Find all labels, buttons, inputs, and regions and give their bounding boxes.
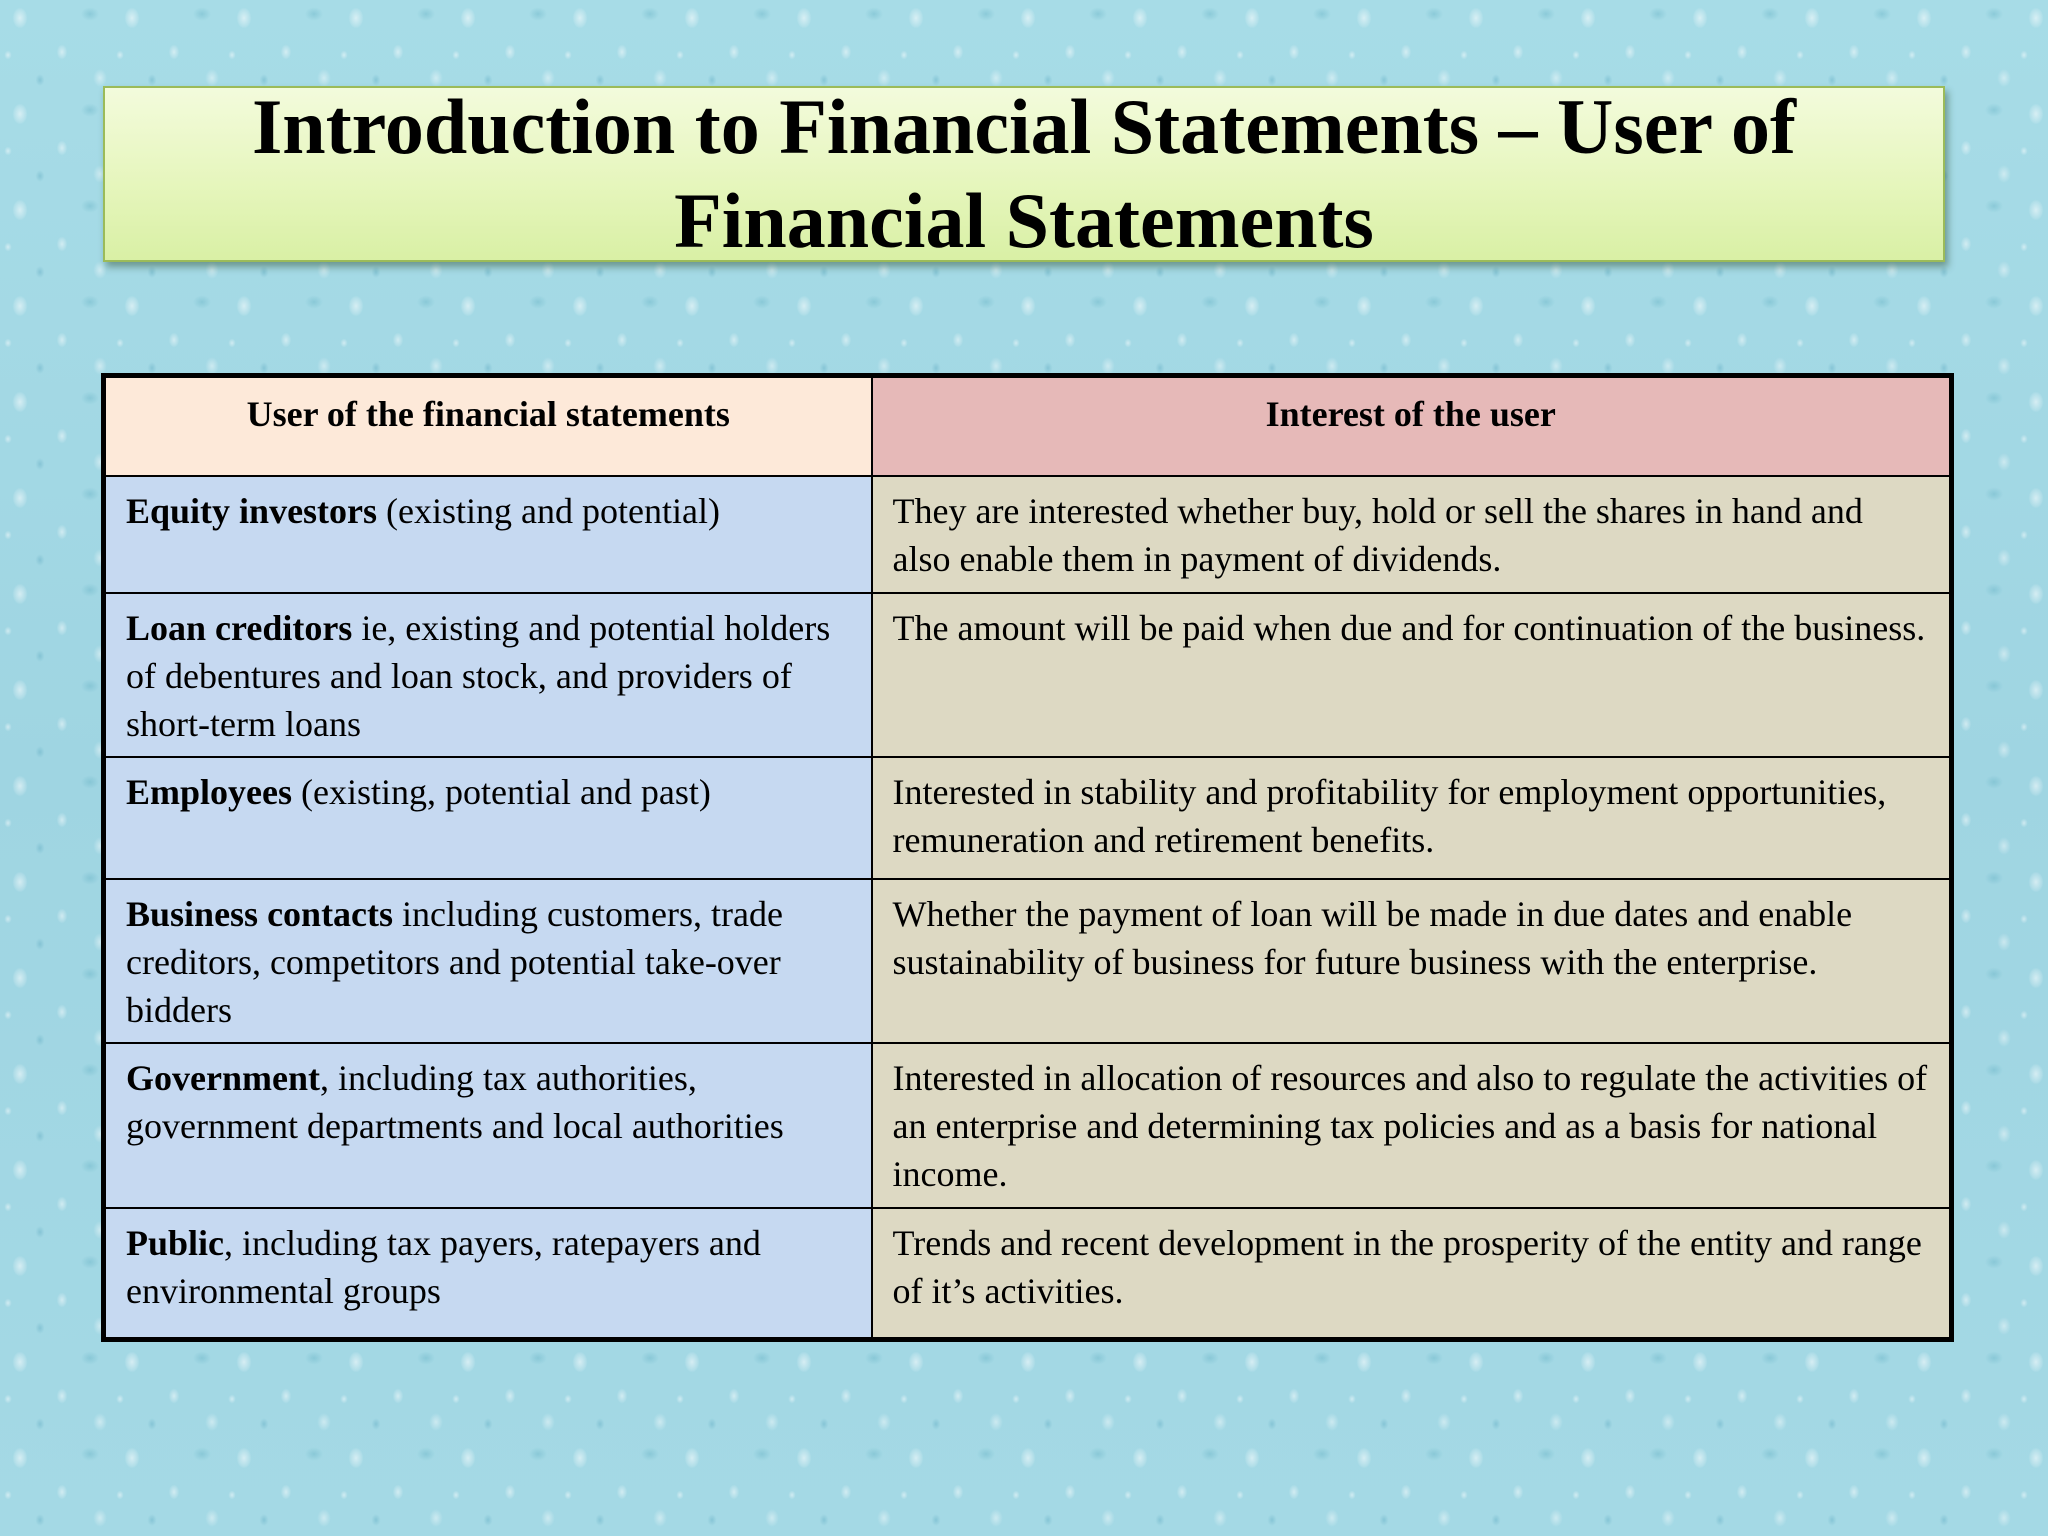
interest-cell: Interested in allocation of resources and also to regulate the activities of an enterprise and determining tax policies and as a basis for national income. [872, 1043, 1952, 1208]
user-detail: (existing, potential and past) [292, 771, 711, 812]
interest-cell: Whether the payment of loan will be made in due dates and enable sustainability of business for future business with the enterprise. [872, 879, 1952, 1043]
interest-cell: The amount will be paid when due and for continuation of the business. [872, 593, 1952, 757]
table-row [104, 476, 1952, 593]
table-header-row [104, 376, 1952, 476]
user-cell [104, 757, 872, 879]
user-name: Public [126, 1222, 225, 1263]
user-cell [104, 593, 872, 757]
interest-cell: Trends and recent development in the prosperity of the entity and range of it’s activities. [872, 1208, 1952, 1340]
interest-cell: They are interested whether buy, hold or sell the shares in hand and also enable them in payment of dividends. [872, 476, 1952, 593]
table-row [104, 757, 1952, 879]
user-detail: , including tax authorities, government departments and local authorities [126, 1057, 784, 1146]
user-cell [104, 1208, 872, 1340]
user-detail: (existing and potential) [377, 490, 720, 531]
table-row [104, 879, 1952, 1043]
table-row [104, 1208, 1952, 1340]
header-user: User of the financial statements [104, 376, 872, 476]
user-name: Equity investors [126, 490, 378, 531]
user-name: Employees [126, 771, 292, 812]
user-detail: , including tax payers, ratepayers and environmental groups [126, 1222, 761, 1311]
user-cell [104, 879, 872, 1043]
table-row [104, 593, 1952, 757]
slide-title-box [103, 83, 1945, 264]
user-detail: including customers, trade creditors, competitors and potential take-over bidders [126, 893, 783, 1030]
user-cell [104, 476, 872, 593]
user-name: Government [126, 1057, 320, 1098]
user-detail: ie, existing and potential holders of debentures and loan stock, and providers of short-term loans [126, 607, 831, 744]
user-cell [104, 1043, 872, 1208]
interest-cell: Interested in stability and profitability for employment opportunities, remuneration and retirement benefits. [872, 757, 1952, 879]
user-name: Loan creditors [126, 607, 353, 648]
users-table [101, 373, 1954, 1342]
header-interest: Interest of the user [872, 376, 1952, 476]
user-name: Business contacts [126, 893, 394, 934]
table-row [104, 1043, 1952, 1208]
slide-title: Introduction to Financial Statements – User of Financial Statements [251, 83, 1797, 264]
users-table-container [101, 373, 1949, 1342]
